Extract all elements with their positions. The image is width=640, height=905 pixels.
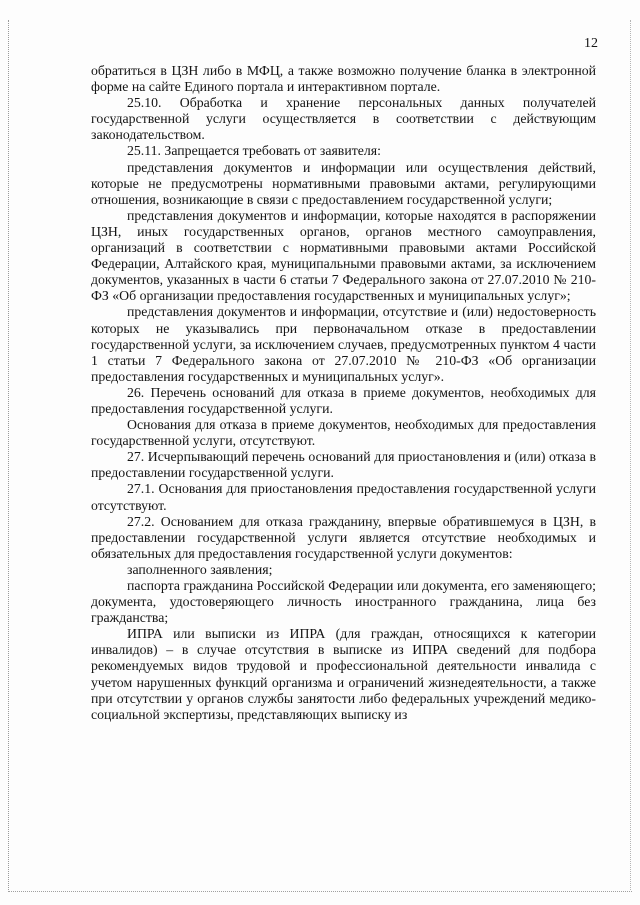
paragraph-26: 26. Перечень оснований для отказа в приеме документов, необходимых для предоставления государственной услуги. (91, 384, 596, 416)
list-item-documents-actions: представления документов и информации или осуществления действий, которые не предусмотрены нормативными правовыми актами, регулирующими отношения, возникающие в связи с предоставлением государственной услуги; (91, 159, 596, 207)
paragraph-27-1: 27.1. Основания для приостановления предоставления государственной услуги отсутствуют. (91, 481, 596, 513)
scan-bottom-edge (8, 891, 632, 893)
paragraph-27: 27. Исчерпывающий перечень оснований для приостановления и (или) отказа в предоставлении государственной услуги. (91, 449, 596, 481)
paragraph-26-grounds: Основания для отказа в приеме документов, необходимых для предоставления государственной услуги, отсутствуют. (91, 417, 596, 449)
list-item-documents-in-possession: представления документов и информации, которые находятся в распоряжении ЦЗН, иных государственных органов, органов местного самоуправления, организаций в соответствии с нормативными правовыми актами Российской Федерации, Алтайского края, муниципальными правовыми актами, за исключением документов, указанных в части 6 статьи 7 Федерального закона от 27.07.2010 № 210-ФЗ «Об организации предоставления государственных и муниципальных услуг»; (91, 207, 596, 304)
paragraph-27-2: 27.2. Основанием для отказа гражданину, впервые обратившемуся в ЦЗН, в предоставлении государственной услуги является отсутствие необходимых и обязательных для предоставления государственной услуги документов: (91, 513, 596, 561)
scan-left-edge (8, 20, 10, 890)
list-item-passport: паспорта гражданина Российской Федерации или документа, его заменяющего; документа, удостоверяющего личность иностранного гражданина, лица без гражданства; (91, 578, 596, 626)
paragraph-25-11: 25.11. Запрещается требовать от заявителя: (127, 143, 381, 159)
paragraph-continuation: обратиться в ЦЗН либо в МФЦ, а также возможно получение бланка в электронной форме на сайте Единого портала и интерактивном портале. (91, 63, 596, 95)
list-item-application: заполненного заявления; (127, 561, 273, 577)
list-item-unreliable-documents: представления документов и информации, отсутствие и (или) недостоверность которых не указывались при первоначальном отказе в предоставлении государственной услуги, за исключением случаев, предусмотренных пунктом 4 части 1 статьи 7 Федерального закона от 27.07.2010 № 210-ФЗ «Об организации предоставления государственных и муниципальных услуг». (91, 304, 596, 384)
paragraph-25-10: 25.10. Обработка и хранение персональных данных получателей государственной услуги осуществляется в соответствии с действующим законодательством. (91, 95, 596, 143)
document-body (91, 63, 596, 723)
scan-right-edge (630, 20, 632, 890)
page-number: 12 (584, 36, 598, 51)
list-item-ipra: ИПРА или выписки из ИПРА (для граждан, относящихся к категории инвалидов) – в случае отсутствия в выписке из ИПРА сведений для подбора рекомендуемых видов трудовой и профессиональной деятельности инвалида с учетом нарушенных функций организма и ограничений жизнедеятельности, а также при отсутствии у органов службы занятости либо федеральных учреждений медико-социальной экспертизы, представляющих выписку из (91, 626, 596, 722)
